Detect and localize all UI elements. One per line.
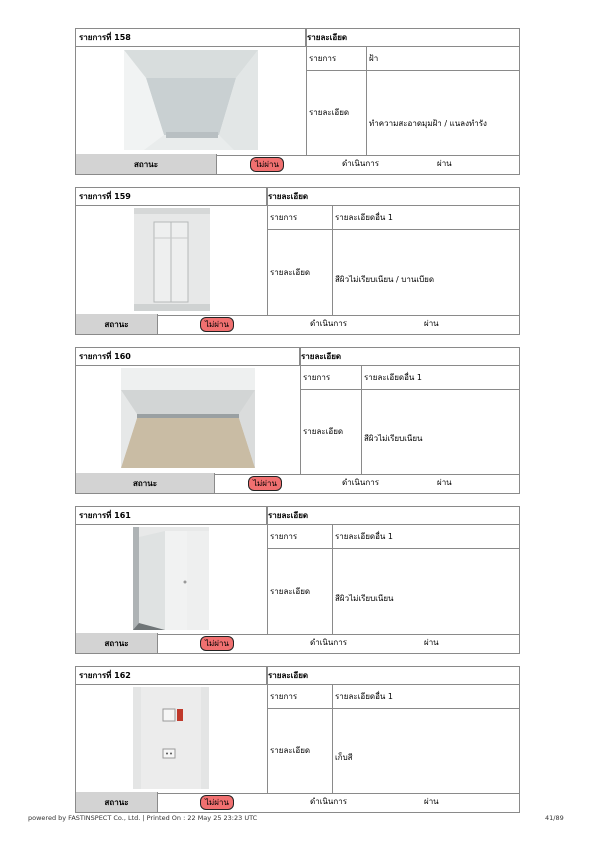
status-fail-badge[interactable]: ไม่ผ่าน [200,795,234,810]
item-title: รายการที่ 160 [76,348,300,365]
item-title: รายการที่ 159 [76,188,267,205]
item-value: รายละเอียดอื่น 1 [335,212,394,222]
status-option-pass[interactable]: ผ่าน [437,478,452,487]
detail-value: ทำความสะอาดมุมฝ้า / แนลงทำรัง [369,119,487,128]
item-photo[interactable] [133,527,209,630]
status-option-in-progress[interactable]: ดำเนินการ [310,319,347,328]
detail-value: สีผิวไม่เรียบเนียน [335,593,394,603]
item-title: รายการที่ 158 [76,29,306,46]
item-label: รายการ [303,372,331,382]
status-label: สถานะ [76,473,215,493]
footer-credit: powered by FASTINSPECT Co., Ltd. | Printed On : 22 May 25 23:23 UTC [28,814,258,822]
status-label: สถานะ [76,314,158,334]
status-label: สถานะ [76,154,217,174]
status-option-pass[interactable]: ผ่าน [437,159,452,168]
detail-label: รายละเอียด [270,746,311,755]
item-title: รายการที่ 161 [76,507,267,524]
status-option-in-progress[interactable]: ดำเนินการ [310,797,347,806]
status-row [76,792,519,812]
status-fail-badge[interactable]: ไม่ผ่าน [248,476,282,491]
item-photo[interactable] [133,687,209,789]
item-photo[interactable] [134,208,210,311]
item-value: รายละเอียดอื่น 1 [335,531,394,541]
detail-header: รายละเอียด [268,511,309,520]
item-label: รายการ [309,53,337,63]
detail-value: เก็บสี [335,753,353,762]
item-label: รายการ [270,691,298,701]
status-option-pass[interactable]: ผ่าน [424,797,439,806]
detail-label: รายละเอียด [309,108,350,117]
detail-header: รายละเอียด [268,671,309,680]
status-option-in-progress[interactable]: ดำเนินการ [342,478,379,487]
detail-value: สีผิวไม่เรียบเนียน [364,434,423,443]
item-value: รายละเอียดอื่น 1 [364,372,423,382]
status-option-in-progress[interactable]: ดำเนินการ [342,159,379,168]
item-photo[interactable] [121,368,255,468]
status-option-pass[interactable]: ผ่าน [424,319,439,328]
detail-label: รายละเอียด [270,586,311,596]
page-number: 41/89 [545,814,564,822]
status-option-in-progress[interactable]: ดำเนินการ [310,638,347,647]
detail-label: รายละเอียด [270,267,311,277]
status-row [76,633,519,653]
detail-header: รายละเอียด [307,33,348,42]
status-row [76,473,519,493]
status-row [76,314,519,334]
inspection-item-161 [75,506,520,654]
inspection-item-158 [75,28,520,175]
inspection-item-159 [75,187,520,335]
status-row [76,154,519,174]
status-fail-badge[interactable]: ไม่ผ่าน [250,157,284,172]
detail-header: รายละเอียด [268,192,309,201]
status-fail-badge[interactable]: ไม่ผ่าน [200,636,234,651]
item-photo[interactable] [124,50,258,150]
item-label: รายการ [270,531,298,541]
detail-label: รายละเอียด [303,427,344,436]
status-fail-badge[interactable]: ไม่ผ่าน [200,317,234,332]
inspection-item-160 [75,347,520,494]
item-value: รายละเอียดอื่น 1 [335,691,394,701]
inspection-item-162 [75,666,520,813]
status-label: สถานะ [76,792,158,812]
item-value: ฝ้า [369,53,379,63]
status-option-pass[interactable]: ผ่าน [424,638,439,647]
item-label: รายการ [270,212,298,222]
detail-value: สีผิวไม่เรียบเนียน / บานเบียด [335,274,435,284]
item-title: รายการที่ 162 [76,667,267,684]
detail-header: รายละเอียด [301,352,342,361]
status-label: สถานะ [76,633,158,653]
